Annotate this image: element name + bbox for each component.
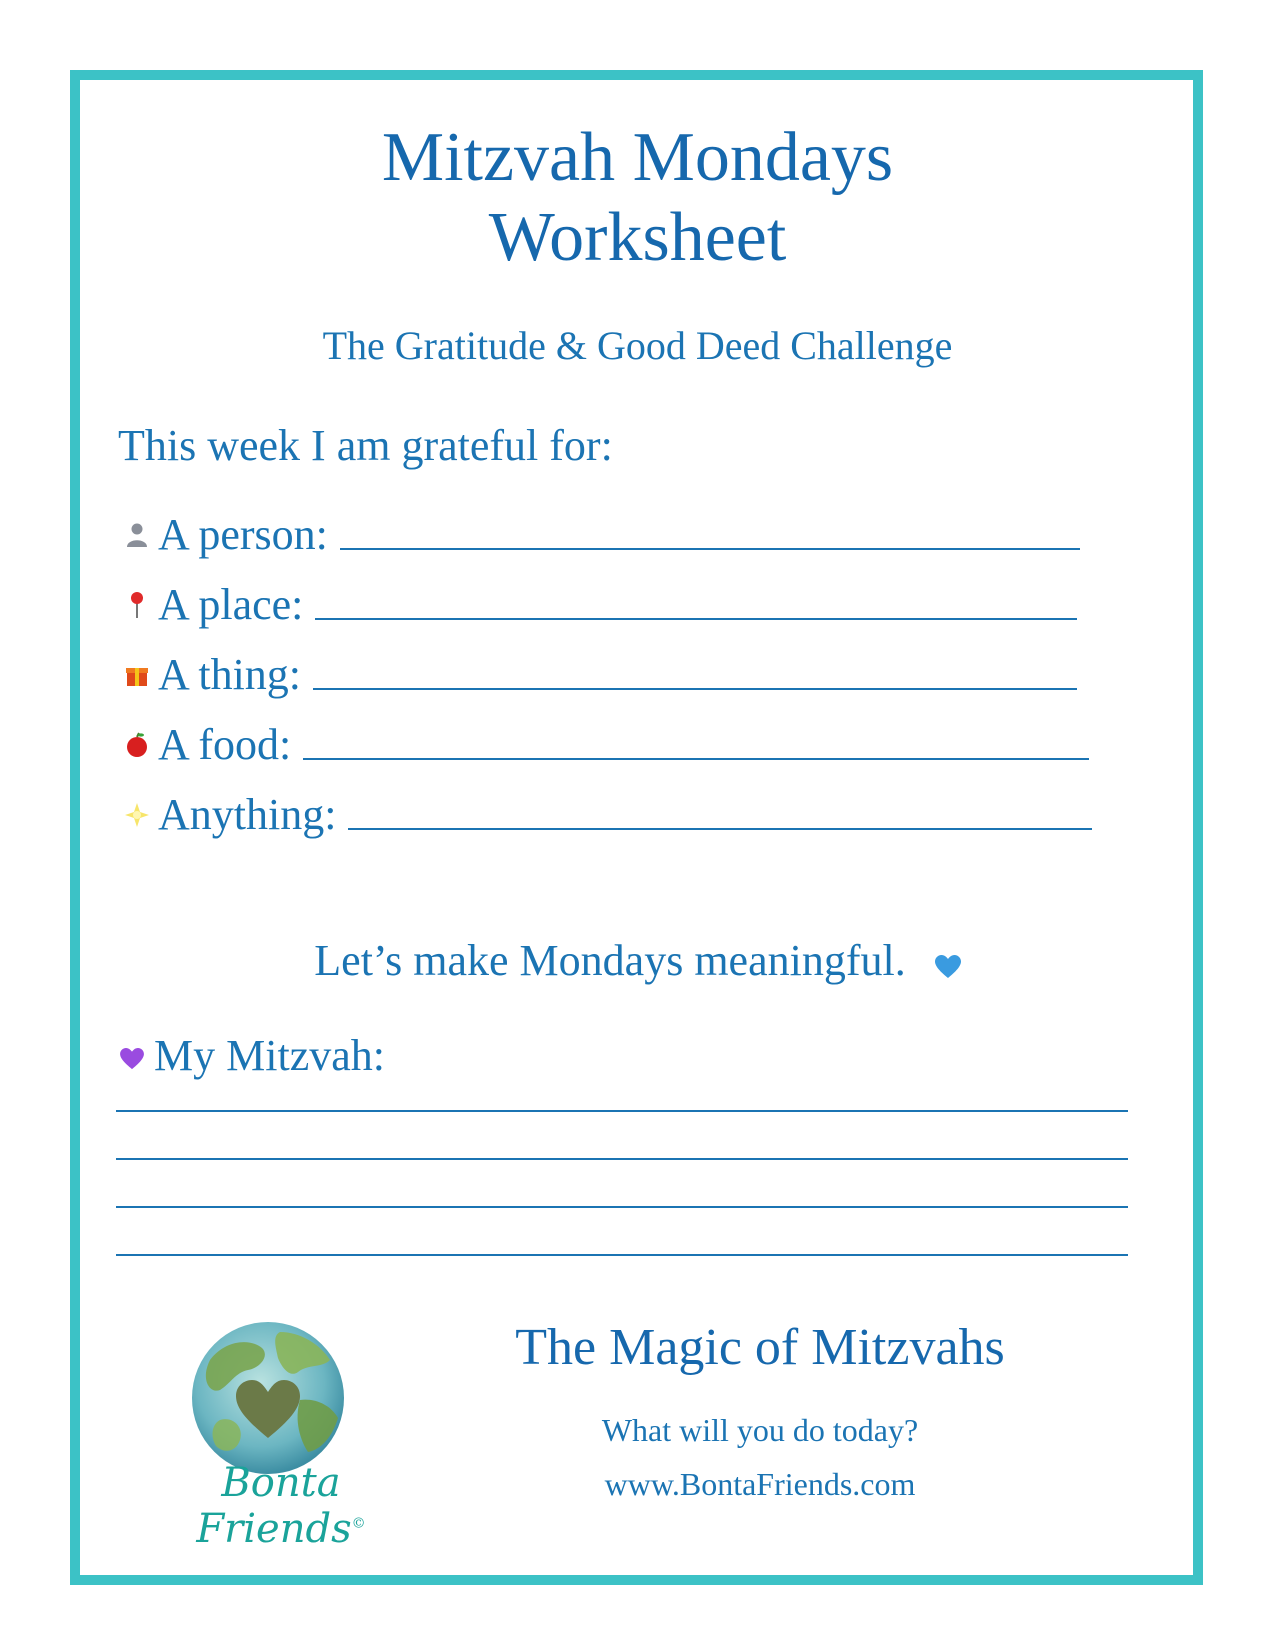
prompt-label: A food: — [158, 720, 292, 769]
prompt-label: A thing: — [158, 650, 302, 699]
answer-line-anything[interactable] — [348, 827, 1092, 830]
prompt-label: A place: — [158, 580, 304, 629]
prompt-label: A person: — [158, 510, 328, 559]
prompt-label: Anything: — [158, 790, 337, 839]
subtitle: The Gratitude & Good Deed Challenge — [322, 323, 953, 368]
brand-logo-text — [166, 1460, 396, 1552]
purple-heart-icon — [120, 1030, 148, 1081]
my-mitzvah-label: My Mitzvah: — [154, 1031, 385, 1080]
answer-line-food[interactable] — [303, 757, 1089, 760]
mitzvah-writing-line-4[interactable] — [116, 1254, 1128, 1256]
gift-icon — [120, 650, 154, 700]
meaningful-text: Let’s make Mondays meaningful. — [314, 936, 906, 985]
sparkle-icon — [120, 790, 154, 840]
grateful-heading: This week I am grateful for: — [118, 421, 613, 470]
answer-line-place[interactable] — [315, 617, 1077, 620]
prompt-place — [120, 570, 1077, 630]
mitzvah-writing-line-3[interactable] — [116, 1206, 1128, 1208]
answer-line-person[interactable] — [340, 547, 1080, 550]
globe-heart-logo — [190, 1320, 346, 1481]
answer-line-thing[interactable] — [313, 687, 1077, 690]
prompt-food — [120, 710, 1089, 770]
copyright-mark: © — [351, 1515, 366, 1532]
mitzvah-writing-line-1[interactable] — [116, 1110, 1128, 1112]
footer-title: The Magic of Mitzvahs — [515, 1319, 1005, 1376]
apple-icon — [120, 720, 154, 770]
pushpin-icon — [120, 580, 154, 630]
my-mitzvah-heading — [120, 1030, 385, 1081]
mitzvah-writing-line-2[interactable] — [116, 1158, 1128, 1160]
page-title — [0, 118, 1275, 278]
footer-question: What will you do today? — [601, 1412, 919, 1448]
footer-url-link[interactable]: www.BontaFriends.com — [604, 1466, 916, 1502]
prompt-person — [120, 500, 1080, 560]
meaningful-line — [0, 935, 1275, 990]
prompt-thing — [120, 640, 1077, 700]
title-line-2: Worksheet — [488, 199, 787, 276]
brand-name: Bonta Friends — [196, 1460, 352, 1552]
blue-heart-icon — [935, 939, 961, 990]
title-line-1: Mitzvah Mondays — [381, 119, 894, 196]
prompt-anything — [120, 780, 1092, 840]
person-silhouette-icon — [120, 510, 154, 560]
